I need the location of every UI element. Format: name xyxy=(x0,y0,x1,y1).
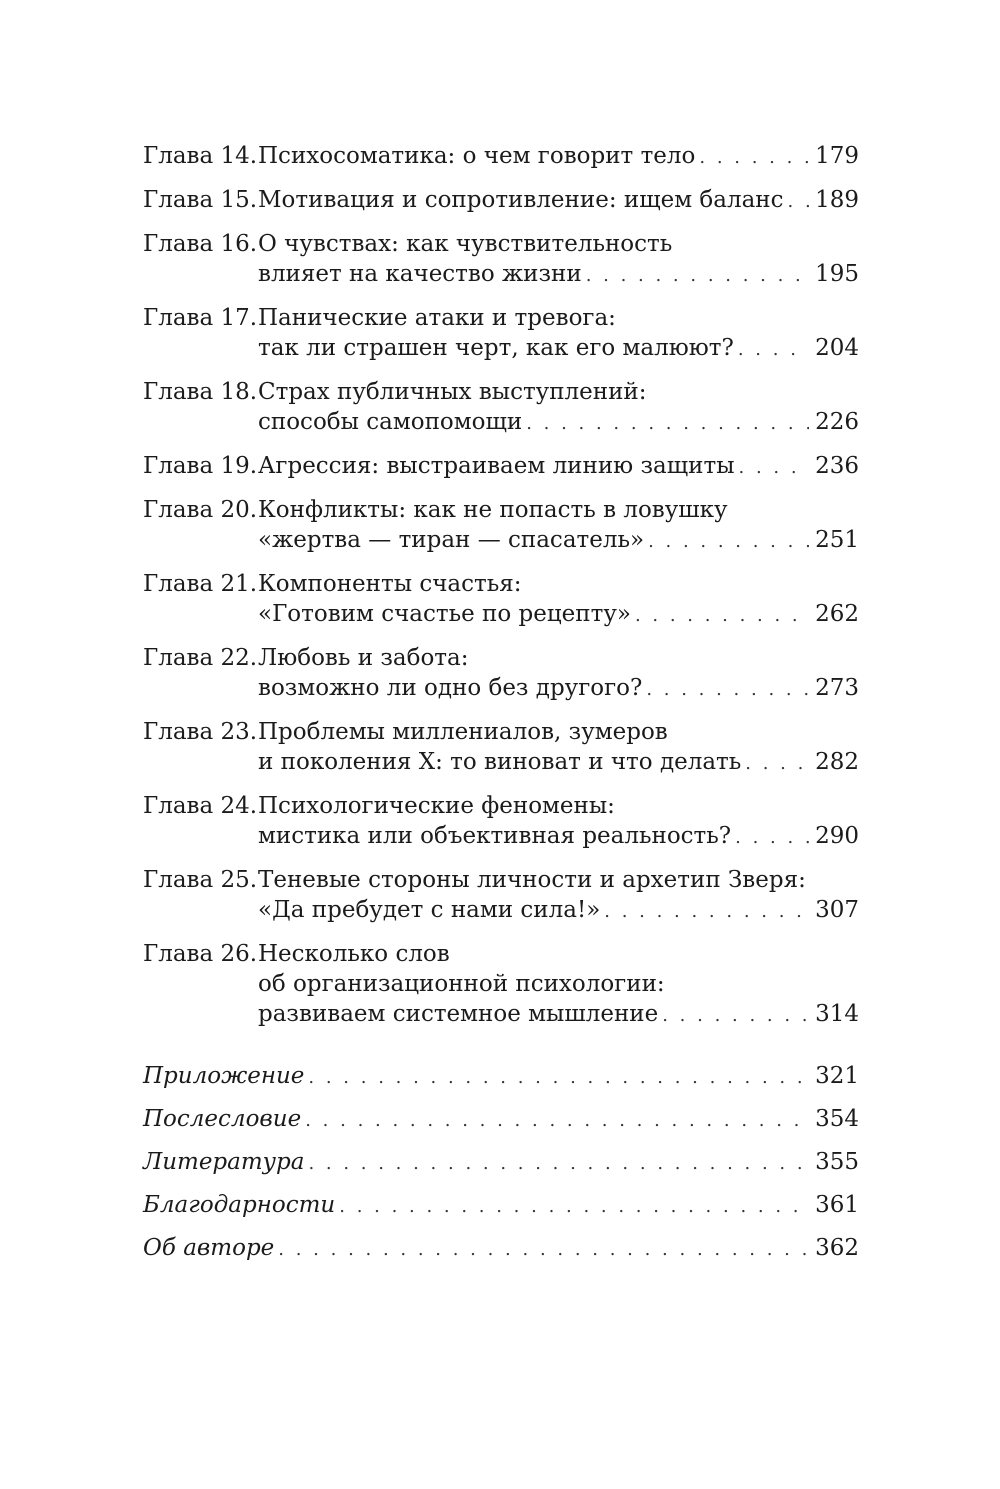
table-of-contents xyxy=(143,141,859,1276)
chapter-title: влияет на качество жизни xyxy=(258,261,582,287)
page-number: 204 xyxy=(815,335,859,361)
chapter-title-line: Панические атаки и тревога: xyxy=(258,305,616,331)
toc-appendix[interactable] xyxy=(143,1061,859,1093)
dot-leader xyxy=(738,335,809,365)
toc-chapter-24[interactable] xyxy=(143,791,859,853)
dot-leader xyxy=(278,1235,809,1265)
toc-chapter-14[interactable] xyxy=(143,141,859,173)
chapter-title-last-line xyxy=(258,821,859,853)
chapter-title: Агрессия: выстраиваем линию защиты xyxy=(258,453,735,479)
chapter-title-block xyxy=(258,451,859,483)
chapter-number: Глава 23. xyxy=(143,719,258,745)
toc-about-author[interactable] xyxy=(143,1233,859,1265)
chapter-title-line: Несколько слов xyxy=(258,941,450,967)
chapter-title-block xyxy=(258,495,859,557)
dot-leader xyxy=(735,823,809,853)
page-number: 354 xyxy=(815,1106,859,1132)
back-matter-title: Благодарности xyxy=(143,1192,336,1218)
dot-leader xyxy=(699,143,809,173)
chapter-title-block xyxy=(258,791,859,853)
chapter-title-block xyxy=(258,229,859,291)
chapter-title: возможно ли одно без другого? xyxy=(258,675,643,701)
chapter-title-last-line xyxy=(258,999,859,1031)
chapter-title-line: Психологические феномены: xyxy=(258,793,615,819)
chapter-number: Глава 20. xyxy=(143,497,258,523)
chapter-title-line: Страх публичных выступлений: xyxy=(258,379,647,405)
dot-leader xyxy=(604,897,809,927)
chapter-title: развиваем системное мышление xyxy=(258,1001,659,1027)
toc-chapter-19[interactable] xyxy=(143,451,859,483)
toc-chapter-15[interactable] xyxy=(143,185,859,217)
page-number: 189 xyxy=(815,187,859,213)
toc-chapter-17[interactable] xyxy=(143,303,859,365)
chapter-title-line: об организационной психологии: xyxy=(258,971,665,997)
chapter-title-block xyxy=(258,185,859,217)
page-number: 290 xyxy=(815,823,859,849)
dot-leader xyxy=(308,1063,809,1093)
page-number: 282 xyxy=(815,749,859,775)
chapter-number: Глава 15. xyxy=(143,187,258,213)
chapter-number: Глава 25. xyxy=(143,867,258,893)
chapter-title-last-line xyxy=(258,895,859,927)
chapter-title-block xyxy=(258,303,859,365)
chapter-title: «Готовим счастье по рецепту» xyxy=(258,601,631,627)
chapter-title-last-line xyxy=(258,333,859,365)
page-number: 361 xyxy=(815,1192,859,1218)
chapter-number: Глава 18. xyxy=(143,379,258,405)
toc-chapter-20[interactable] xyxy=(143,495,859,557)
chapter-title-line: Теневые стороны личности и архетип Зверя: xyxy=(258,867,806,893)
dot-leader xyxy=(305,1106,809,1136)
chapter-title-line: Любовь и забота: xyxy=(258,645,469,671)
toc-chapter-22[interactable] xyxy=(143,643,859,705)
page-number: 179 xyxy=(815,143,859,169)
chapter-number: Глава 17. xyxy=(143,305,258,331)
toc-chapter-21[interactable] xyxy=(143,569,859,631)
toc-chapter-18[interactable] xyxy=(143,377,859,439)
chapter-number: Глава 14. xyxy=(143,143,258,169)
chapter-title-block xyxy=(258,865,859,927)
dot-leader xyxy=(526,409,809,439)
chapter-title: «жертва — тиран — спасатель» xyxy=(258,527,645,553)
page-number: 226 xyxy=(815,409,859,435)
back-matter-title: Литература xyxy=(143,1149,305,1175)
chapter-number: Глава 26. xyxy=(143,941,258,967)
back-matter-title: Об авторе xyxy=(143,1235,275,1261)
page-number: 307 xyxy=(815,897,859,923)
chapter-title-last-line xyxy=(258,525,859,557)
chapter-number: Глава 19. xyxy=(143,453,258,479)
toc-acknowledgements[interactable] xyxy=(143,1190,859,1222)
page-number: 321 xyxy=(815,1063,859,1089)
chapter-title-block xyxy=(258,717,859,779)
chapter-title-last-line xyxy=(258,407,859,439)
dot-leader xyxy=(745,749,809,779)
page-number: 195 xyxy=(815,261,859,287)
toc-chapter-26[interactable] xyxy=(143,939,859,1031)
chapter-title-block xyxy=(258,569,859,631)
chapter-title-line: Компоненты счастья: xyxy=(258,571,522,597)
page-number: 251 xyxy=(815,527,859,553)
dot-leader xyxy=(646,675,809,705)
chapter-number: Глава 22. xyxy=(143,645,258,671)
page-number: 355 xyxy=(815,1149,859,1175)
chapter-number: Глава 16. xyxy=(143,231,258,257)
chapter-title-last-line xyxy=(258,673,859,705)
toc-afterword[interactable] xyxy=(143,1104,859,1136)
chapter-title: так ли страшен черт, как его малюют? xyxy=(258,335,734,361)
page-number: 262 xyxy=(815,601,859,627)
dot-leader xyxy=(339,1192,809,1222)
chapter-title-block xyxy=(258,939,859,1031)
back-matter-list xyxy=(143,1061,859,1265)
page-number: 236 xyxy=(815,453,859,479)
chapter-title-line: О чувствах: как чувствительность xyxy=(258,231,673,257)
chapter-title-last-line xyxy=(258,141,859,173)
chapter-number: Глава 24. xyxy=(143,793,258,819)
toc-chapter-16[interactable] xyxy=(143,229,859,291)
toc-literature[interactable] xyxy=(143,1147,859,1179)
chapter-title-line: Конфликты: как не попасть в ловушку xyxy=(258,497,728,523)
chapter-title-block xyxy=(258,377,859,439)
dot-leader xyxy=(648,527,809,557)
back-matter-title: Приложение xyxy=(143,1063,305,1089)
toc-chapter-23[interactable] xyxy=(143,717,859,779)
page-number: 273 xyxy=(815,675,859,701)
chapter-title-last-line xyxy=(258,259,859,291)
dot-leader xyxy=(739,453,810,483)
dot-leader xyxy=(662,1001,809,1031)
page-number: 314 xyxy=(815,1001,859,1027)
dot-leader xyxy=(635,601,809,631)
chapter-title-last-line xyxy=(258,747,859,779)
chapter-title-block xyxy=(258,643,859,705)
dot-leader xyxy=(308,1149,809,1179)
chapter-title-block xyxy=(258,141,859,173)
chapter-title: Психосоматика: о чем говорит тело xyxy=(258,143,696,169)
dot-leader xyxy=(586,261,809,291)
page-number: 362 xyxy=(815,1235,859,1261)
chapter-title: и поколения Х: то виноват и что делать xyxy=(258,749,742,775)
back-matter-title: Послесловие xyxy=(143,1106,302,1132)
chapter-title: «Да пребудет с нами сила!» xyxy=(258,897,601,923)
dot-leader xyxy=(788,187,810,217)
chapter-title-last-line xyxy=(258,451,859,483)
chapter-title-last-line xyxy=(258,599,859,631)
chapter-title: Мотивация и сопротивление: ищем баланс xyxy=(258,187,784,213)
chapter-title: мистика или объективная реальность? xyxy=(258,823,732,849)
chapter-number: Глава 21. xyxy=(143,571,258,597)
chapter-title: способы самопомощи xyxy=(258,409,523,435)
chapter-title-line: Проблемы миллениалов, зумеров xyxy=(258,719,668,745)
chapter-title-last-line xyxy=(258,185,859,217)
toc-chapter-25[interactable] xyxy=(143,865,859,927)
